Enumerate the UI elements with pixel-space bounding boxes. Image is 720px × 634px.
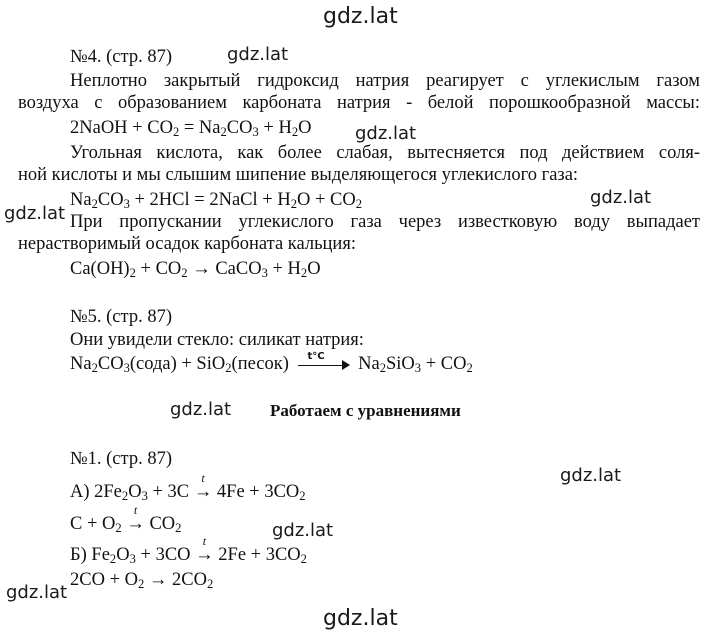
watermark: gdz.lat — [4, 203, 66, 224]
paragraph-line: При пропускании углекислого газа через известковую воду выпадает — [70, 212, 700, 232]
watermark: gdz.lat — [560, 465, 622, 486]
reaction-arrow: t → — [195, 534, 214, 565]
watermark: gdz.lat — [272, 520, 334, 541]
paragraph-line: Неплотно закрытый гидроксид натрия реагирует с углекислым газом — [70, 71, 700, 91]
section-heading: №1. (стр. 87) — [70, 449, 172, 469]
watermark: gdz.lat — [227, 44, 289, 65]
watermark: gdz.lat — [6, 582, 68, 603]
watermark: gdz.lat — [355, 123, 417, 144]
watermark: gdz.lat — [590, 187, 652, 208]
reaction-arrow: t → — [193, 471, 213, 502]
equation: $Ca(OH)_2 + CO_2$ → CaCO$_3$ + $H_2O$ — [70, 259, 321, 281]
equation: $Na_2CO_3(сода)$ + SiO$_2$(песок) t°C $Na_2SiO_3 + CO_2$ — [70, 350, 473, 376]
equation: Б) $Fe_2O_3 + 3CO$ t → $2Fe + 3CO_2$ — [70, 534, 307, 567]
watermark-bottom: gdz.lat — [323, 606, 398, 631]
paragraph-line: нерастворимый осадок карбоната кальция: — [18, 234, 356, 254]
reaction-arrow: t°C — [298, 358, 350, 372]
reaction-arrow: t → — [126, 503, 145, 534]
equation: А) $2Fe_2O_3 + 3C$ t → $4Fe + 3CO_2$ — [70, 471, 306, 504]
watermark-top: gdz.lat — [323, 4, 398, 29]
watermark: gdz.lat — [170, 399, 232, 420]
section-heading: №4. (стр. 87) — [70, 47, 172, 67]
paragraph-line: ной кислоты и мы слышим шипение выделяющегося углекислого газа: — [18, 165, 579, 185]
paragraph-line: Они увидели стекло: силикат натрия: — [70, 330, 364, 350]
equation: $C + O_2$ t → $CO_2$ — [70, 503, 182, 536]
section-heading: №5. (стр. 87) — [70, 307, 172, 327]
paragraph-line: воздуха с образованием карбоната натрия - белой порошкообразной массы: — [18, 93, 700, 113]
section-title: Работаем с уравнениями — [270, 401, 461, 420]
paragraph-line: Угольная кислота, как более слабая, вытесняется под действием соля- — [70, 143, 700, 163]
equation: $2CO + O_2 \to 2CO_2$ — [70, 570, 214, 592]
equation: 2NaOH + $CO_2 = Na_2CO_3 + H_2O$ — [70, 118, 312, 140]
equation: $Na_2CO_3 + 2HCl$ = 2NaCl + $H_2O + CO_2$ — [70, 190, 363, 212]
